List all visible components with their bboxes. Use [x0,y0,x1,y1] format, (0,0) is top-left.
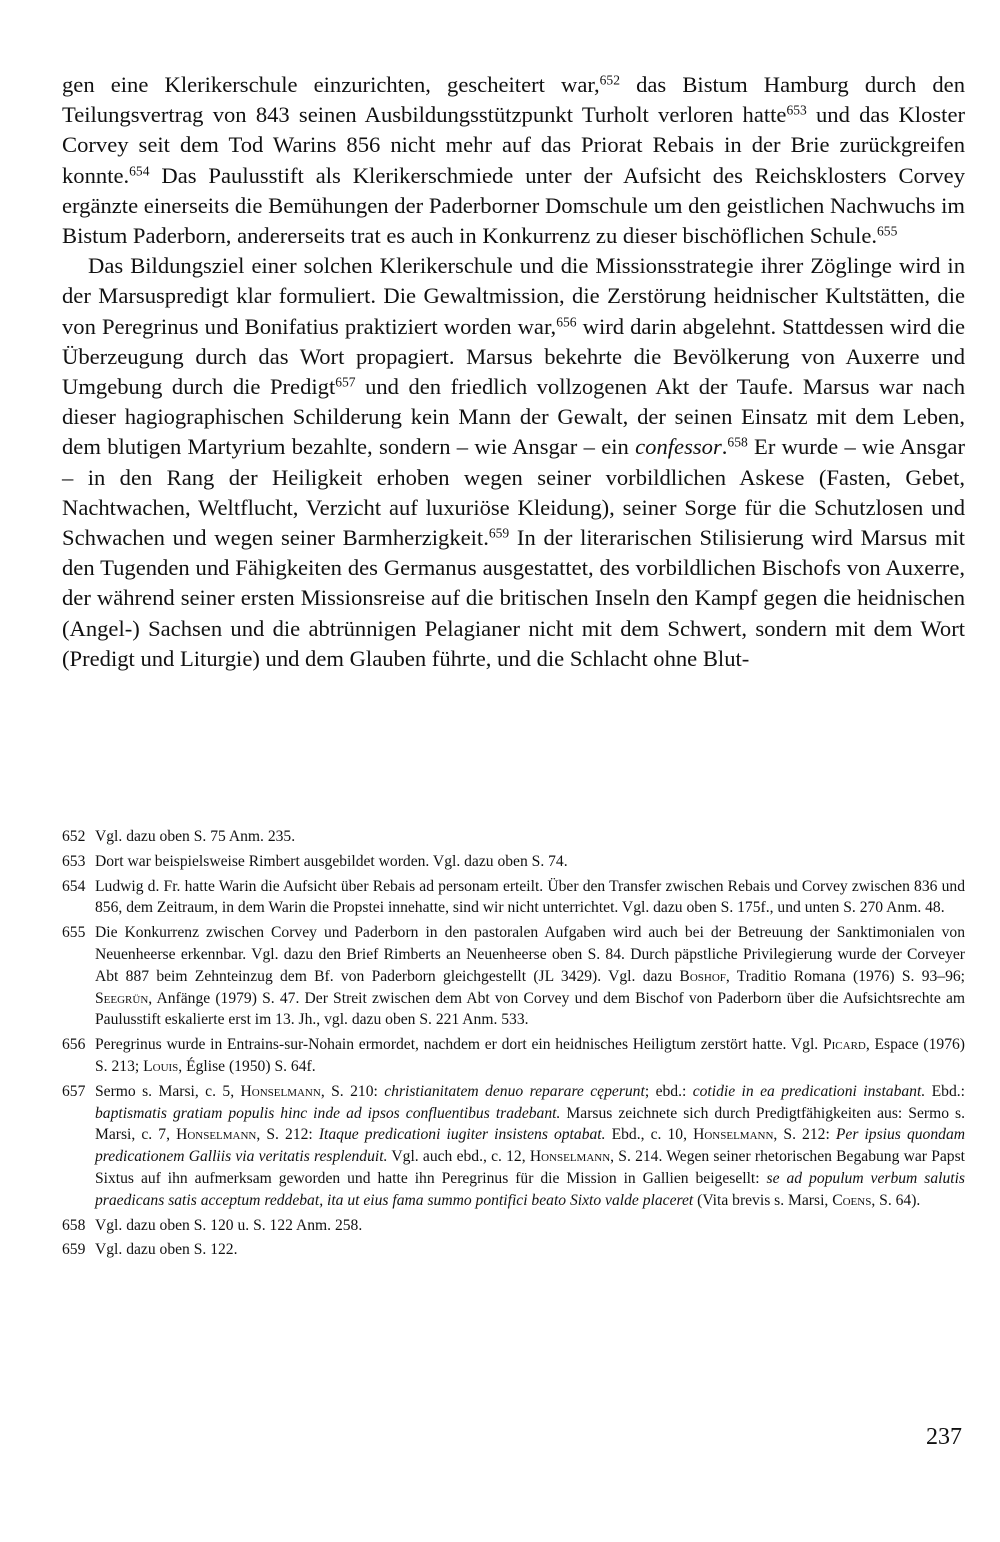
latin-quote: cotidie in ea predicationi instabant. [692,1082,926,1100]
footnote-number: 658 [62,1216,86,1234]
footnote-text: Marsus zeichnete sich durch Predigtfähigkeiten aus: Sermo s. Marsi, c. 7, [95,1104,965,1144]
footnote-text: Peregrinus wurde in Entrains-sur-Nohain ermordet, nachdem er dort ein heidnisches Heiligtum zerstört hatte. Vgl. [95,1036,823,1054]
text-span: In der literarischen Stilisierung wird Marsus mit den Tugenden und Fähigkeiten des Germanus ausgestattet, des vorbildlichen Bischofs von Auxerre, der während seiner ersten Missionsreise auf die britischen Inseln den Kampf gegen die heidnischen (Angel-) Sachsen und die abtrünnigen Pelagianer nicht mit dem Schwert, sondern mit dem Wort (Predigt und Liturgie) und dem Glauben führte, und die Schlacht ohne Blut- [62,525,965,671]
text-span: . [721,434,728,460]
footnote-ref[interactable]: 656 [556,314,577,330]
footnote-659 [62,1239,965,1261]
footnote-number: 657 [62,1082,86,1100]
author-name: Louis [143,1057,179,1075]
author-name: Honselmann [240,1082,321,1100]
author-name: Coens [832,1191,872,1209]
author-name: Honselmann [176,1126,257,1144]
footnote-656 [62,1034,965,1078]
footnote-number: 653 [62,852,86,870]
footnote-text: , S. 212: [256,1126,319,1144]
footnote-ref[interactable]: 652 [599,72,620,88]
footnote-652 [62,826,965,848]
footnotes [62,826,965,1264]
footnote-text: Vgl. auch ebd., c. 12, [387,1148,530,1166]
footnote-text: , S. 212: [773,1126,836,1144]
footnote-number: 655 [62,924,86,942]
footnote-number: 654 [62,877,86,895]
author-name: Honselmann [693,1126,774,1144]
footnote-655 [62,922,965,1031]
footnote-number: 652 [62,828,86,845]
text-span: Das Bildungsziel einer solchen Klerikerschule und die Missionsstrategie ihrer Zöglinge wird in der Marsuspredigt klar formuliert. Die Gewaltmission, die Zerstörung heidnischer Kultstätten, die von Peregrinus und Bonifatius praktiziert worden war, [62,253,965,339]
footnote-text: (Vita brevis s. Marsi, [693,1191,833,1209]
footnote-ref[interactable]: 657 [335,374,356,390]
latin-quote: baptismatis gratiam populis hinc inde ad ipsos confluentibus tradebant. [95,1104,561,1122]
italic-term: confessor [635,434,722,460]
footnote-653 [62,851,965,873]
latin-quote: se ad populum verbum salutis praedicans satis acceptum reddebat, ita ut eius fama summo pontifici beato Sixto valde placeret [95,1169,965,1209]
footnote-text: Ebd.: [925,1082,965,1100]
footnote-654 [62,876,965,920]
text-span: das Bistum Hamburg durch den Teilungsvertrag von 843 seinen Ausbildungsstützpunkt Turholt verloren hatte [62,72,966,128]
footnote-658 [62,1215,965,1237]
text-span: Er wurde – wie Ansgar – in den Rang der Heiligkeit erhoben wegen seiner vorbildlichen Askese (Fasten, Gebet, Nachtwachen, Weltflucht, Verzicht auf luxuriöse Kleidung), seiner Sorge für die Schutzlosen und Schwachen und wegen seiner Barmherzigkeit. [62,434,965,551]
author-name: Picard [822,1036,866,1054]
footnote-number: 659 [62,1241,86,1259]
footnote-657 [62,1081,965,1212]
footnote-ref[interactable]: 654 [129,163,150,179]
footnote-ref[interactable]: 655 [877,223,898,239]
footnote-ref[interactable]: 653 [786,102,807,118]
text-span: gen eine Klerikerschule einzurichten, gescheitert war, [62,72,600,97]
footnote-text: Sermo s. Marsi, c. 5, [95,1082,241,1100]
footnote-text: , Anfänge (1979) S. 47. Der Streit zwischen dem Abt von Corvey und dem Bischof von Paderborn über die Aufsichtsrechte am Paulusstift eskalierte erst im 13. Jh., vgl. dazu oben S. 221 Anm. 533. [95,989,965,1029]
footnote-ref[interactable]: 658 [727,434,748,450]
latin-quote: Per ipsius quondam predicationem Galliis via veritatis resplenduit. [95,1126,965,1166]
main-text [62,70,965,674]
paragraph-1 [62,70,965,251]
footnote-text: , Espace (1976) S. 213; [95,1036,965,1075]
footnote-text: Vgl. dazu oben S. 120 u. S. 122 Anm. 258. [95,1216,363,1234]
footnote-text: , Traditio Romana (1976) S. 93–96; [725,967,966,985]
footnote-number: 656 [62,1036,86,1054]
footnote-text: Ludwig d. Fr. hatte Warin die Aufsicht über Rebais ad personam erteilt. Über den Transfer zwischen Rebais und Corvey zwischen 836 und 856, dem Zeitraum, in dem Warin die Propstei innehatte, sind wir nicht unterrichtet. Vgl. dazu oben S. 175f., und unten S. 270 Anm. 48. [95,877,965,917]
page-number: 237 [926,1424,962,1450]
author-name: Boshof [679,967,726,985]
text-span: und das Kloster Corvey seit dem Tod Warins 856 nicht mehr auf das Priorat Rebais in der Brie zurückgreifen konnte. [62,102,965,188]
footnote-text: , S. 210: [320,1082,385,1100]
author-name: Honselmann [529,1148,611,1166]
author-name: Seegrün [95,989,149,1007]
footnote-ref[interactable]: 659 [488,525,510,541]
paragraph-2 [62,251,965,674]
footnote-text: Dort war beispielsweise Rimbert ausgebildet worden. Vgl. dazu oben S. 74. [95,852,568,870]
footnote-text: , S. 214. Wegen seiner rhetorischen Begabung war Papst Sixtus auf ihn aufmerksam geworden und hatte ihn Peregrinus für die Mission in Gallien beigesellt: [95,1148,965,1187]
footnote-text: Vgl. dazu oben S. 122. [95,1241,238,1259]
latin-quote: Itaque predicationi iugiter insistens optabat. [318,1126,606,1144]
footnote-text: , Église (1950) S. 64f. [178,1057,316,1075]
text-span: Das Paulusstift als Klerikerschmiede unter der Aufsicht des Reichsklosters Corvey ergänzte einerseits die Bemühungen der Paderborner Domschule um den geistlichen Nachwuchs im Bistum Paderborn, andererseits trat es auch in Konkurrenz zu dieser bischöflichen Schule. [62,162,965,249]
footnote-text: Die Konkurrenz zwischen Corvey und Paderborn in den pastoralen Aufgaben wird auch bei der Betreuung der Sanktimonialen von Neuenheerse erkennbar. Vgl. dazu den Brief Rimberts an Neuenheerse oben S. 84. Durch päpstliche Privilegierung wurde der Corveyer Abt 887 beim Zehnteinzug dem Bf. von Paderborn gleichgestellt (JL 3429). Vgl. dazu [95,924,965,985]
footnote-text: Vgl. dazu oben S. 75 Anm. 235. [95,828,296,845]
footnote-text: , S. 64). [871,1191,921,1209]
text-span: und den friedlich vollzogenen Akt der Taufe. Marsus war nach dieser hagiographischen Schilderung kein Mann der Gewalt, der seinen Einsatz mit dem Leben, dem blutigen Martyrium bezahlte, sondern – wie Ansgar – ein [62,374,965,460]
text-span: wird darin abgelehnt. Stattdessen wird die Überzeugung durch das Wort propagiert. Marsus bekehrte die Bevölkerung von Auxerre und Umgebung durch die Predigt [62,313,965,400]
latin-quote: christianitatem denuo reparare cęperunt [384,1082,645,1100]
footnote-text: Ebd., c. 10, [605,1126,694,1144]
footnote-text: ; ebd.: [644,1082,693,1100]
